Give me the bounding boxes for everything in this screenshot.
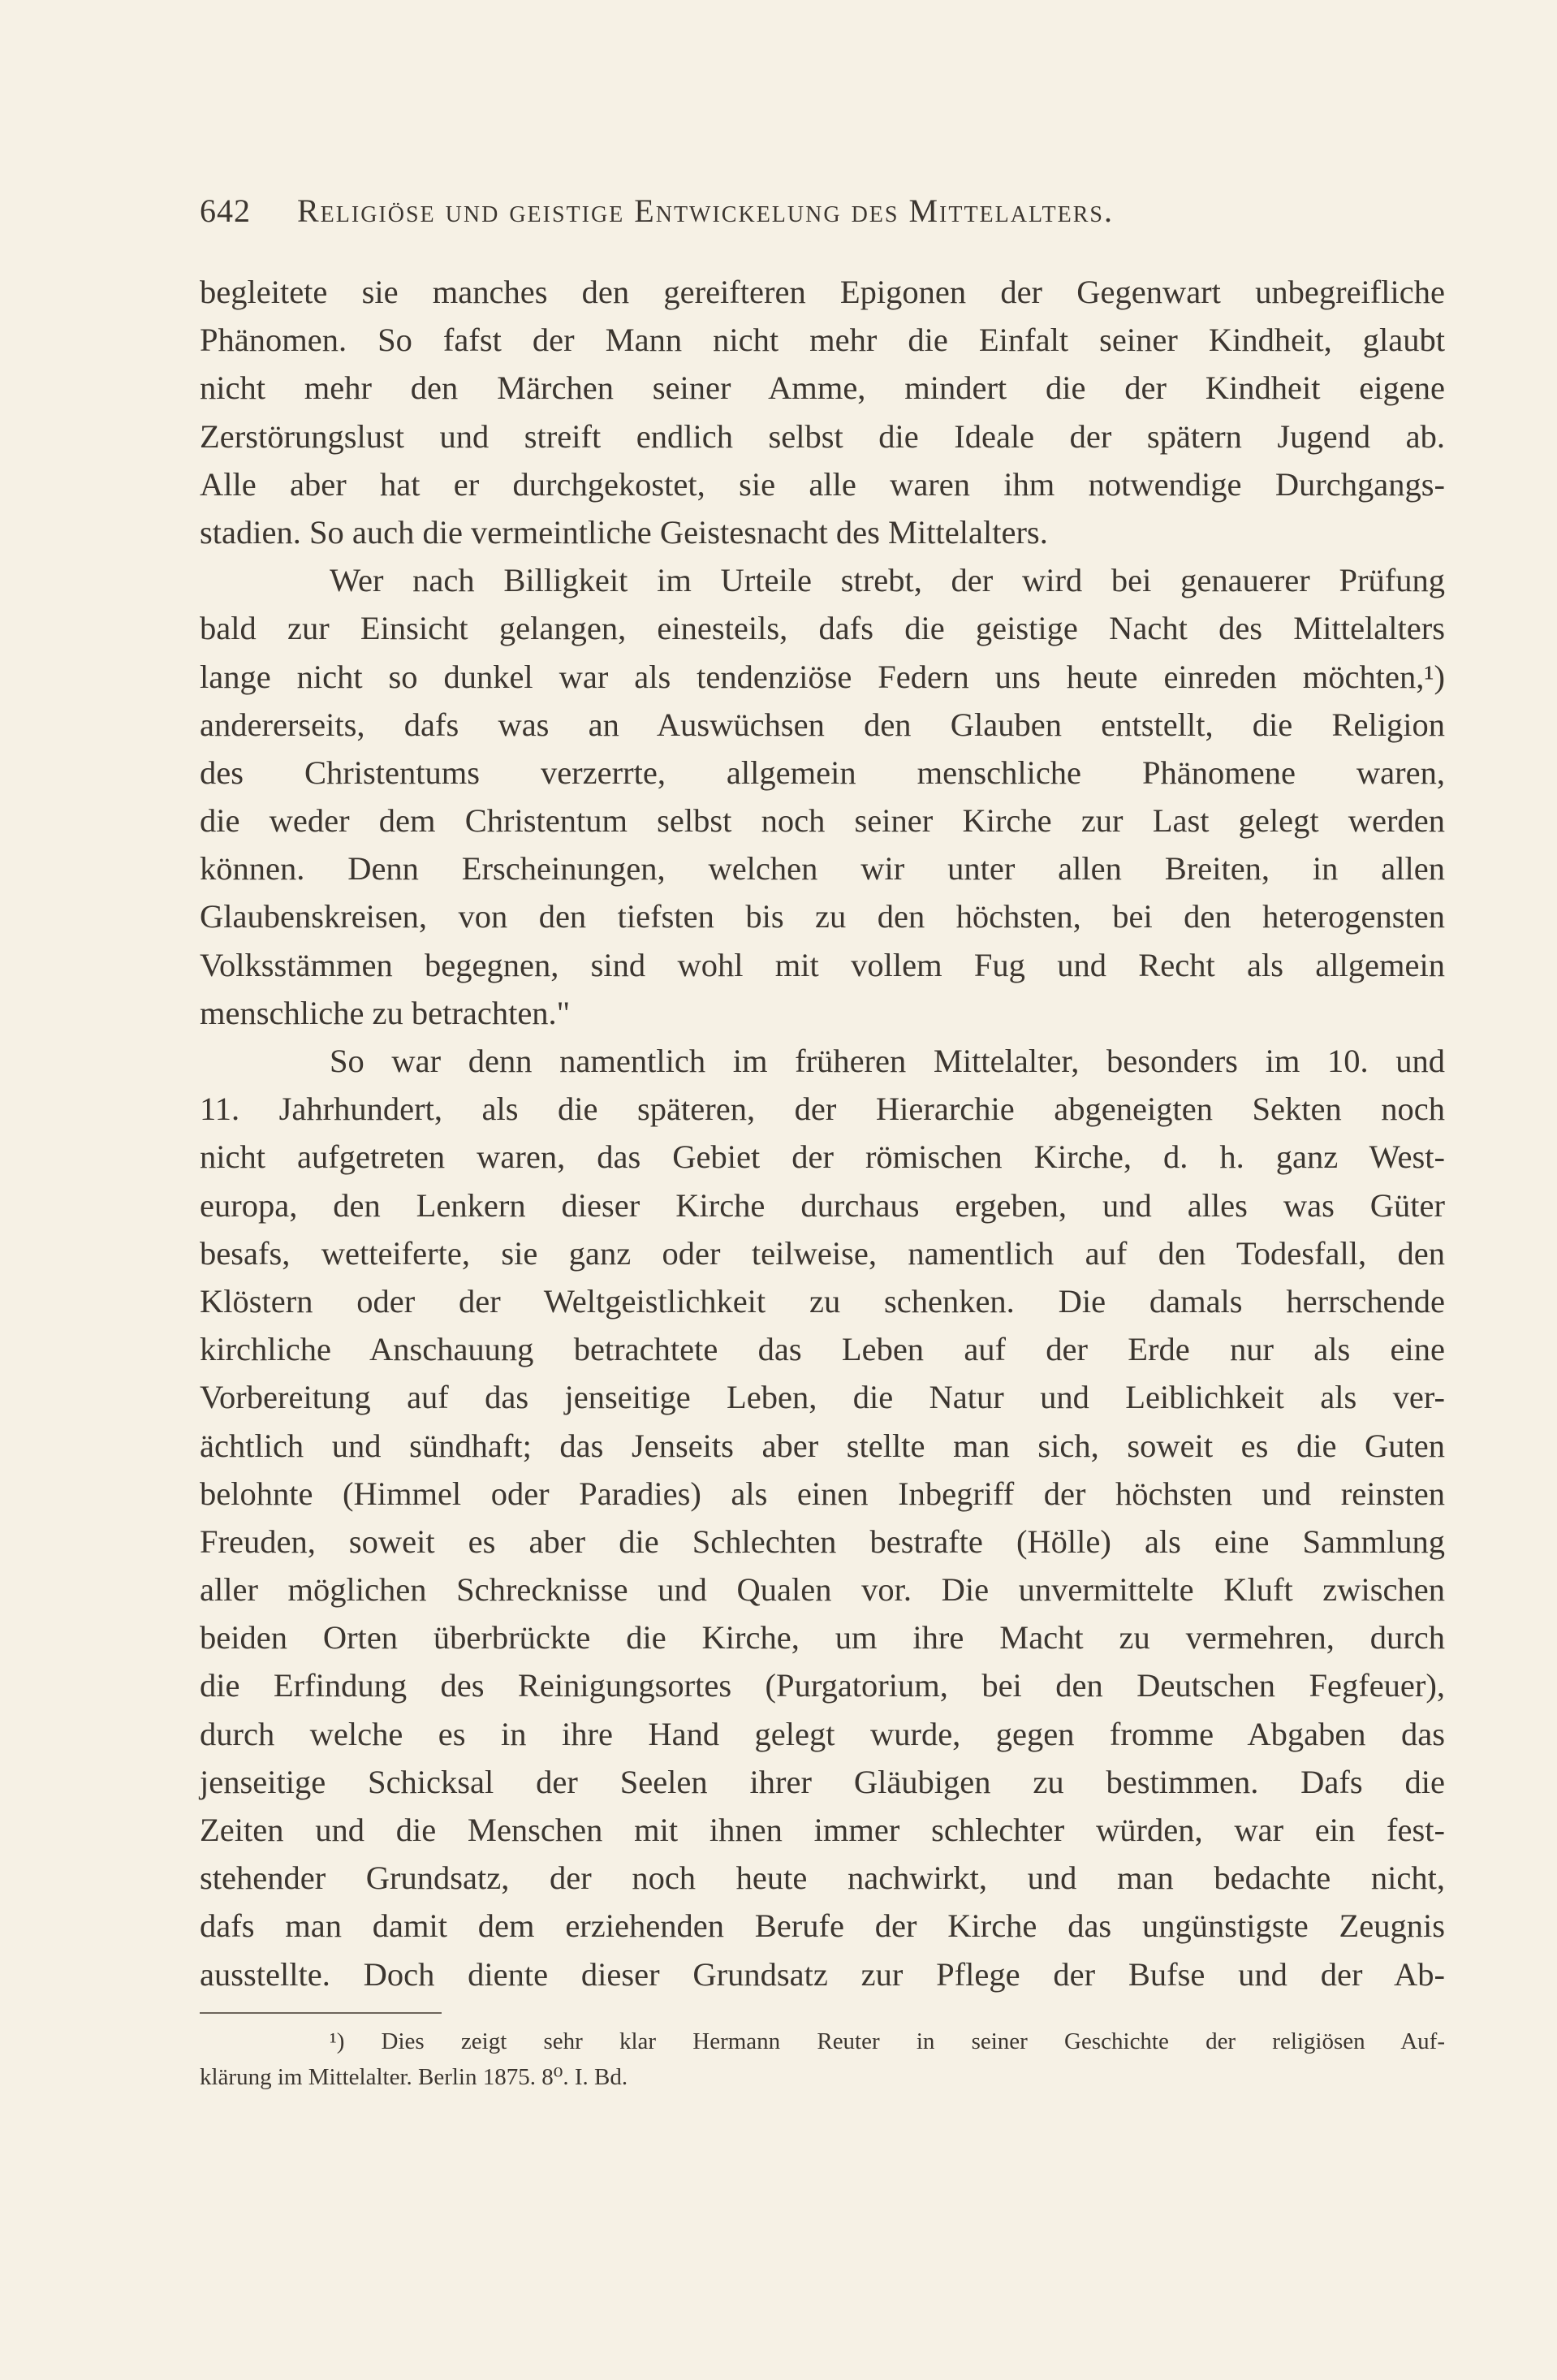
text-line: aller möglichen Schrecknisse und Qualen vor. Die unvermittelte Kluft zwischen [200, 1571, 1445, 1609]
text-line: begleitete sie manches den gereifteren Epigonen der Gegenwart unbegreifliche [200, 274, 1445, 310]
text-line: kirchliche Anschauung betrachtete das Leben auf der Erde nur als eine [200, 1331, 1445, 1368]
text-line: durch welche es in ihre Hand gelegt wurde, gegen fromme Abgaben das [200, 1715, 1445, 1752]
text-line: Volksstämmen begegnen, sind wohl mit vollem Fug und Recht als allgemein [200, 946, 1445, 983]
text-line: beiden Orten überbrückte die Kirche, um ihre Macht zu vermehren, durch [200, 1619, 1445, 1656]
text-line: die Erfindung des Reinigungsortes (Purgatorium, bei den Deutschen Fegfeuer), [200, 1667, 1445, 1704]
text-line: europa, den Lenkern dieser Kirche durchaus ergeben, und alles was Güter [200, 1186, 1445, 1224]
text-line: Alle aber hat er durchgekostet, sie alle waren ihm notwendige Durchgangs- [200, 465, 1445, 503]
text-line: Zerstörungslust und streift endlich selbst die Ideale der spätern Jugend ab. [200, 417, 1445, 455]
text-line: nicht mehr den Märchen seiner Amme, mindert die der Kindheit eigene [200, 369, 1445, 407]
text-line: können. Denn Erscheinungen, welchen wir unter allen Breiten, in allen [200, 850, 1445, 888]
text-line: stadien. So auch die vermeintliche Geistesnacht des Mittelalters. [200, 513, 1048, 551]
text-line: des Christentums verzerrte, allgemein menschliche Phänomene waren, [200, 754, 1445, 791]
running-title: Religiöse und geistige Entwickelung des Mittelalters. [297, 192, 1114, 229]
text-line: stehender Grundsatz, der noch heute nachwirkt, und man bedachte nicht, [200, 1860, 1445, 1897]
text-line: jenseitige Schicksal der Seelen ihrer Gläubigen zu bestimmen. Dafs die [200, 1763, 1445, 1800]
text-line: Klöstern oder der Weltgeistlichkeit zu schenken. Die damals herrschende [200, 1282, 1445, 1320]
text-line: bald zur Einsicht gelangen, einesteils, dafs die geistige Nacht des Mittelalters [200, 610, 1445, 647]
text-line: belohnte (Himmel oder Paradies) als einen Inbegriff der höchsten und reinsten [200, 1475, 1445, 1512]
text-line: Wer nach Billigkeit im Urteile strebt, der wird bei genauerer Prüfung [330, 562, 1445, 599]
text-line: ächtlich und sündhaft; das Jenseits aber stellte man sich, soweit es die Guten [200, 1427, 1445, 1464]
text-line: besafs, wetteiferte, sie ganz oder teilweise, namentlich auf den Todesfall, den [200, 1234, 1445, 1272]
text-line: andererseits, dafs was an Auswüchsen den Glauben entstellt, die Religion [200, 706, 1445, 743]
footnote-line: klärung im Mittelalter. Berlin 1875. 8⁰. I. Bd. [200, 2064, 628, 2090]
text-line: dafs man damit dem erziehenden Berufe der Kirche das ungünstigste Zeugnis [200, 1907, 1445, 1945]
text-line: ausstellte. Doch diente dieser Grundsatz zur Pflege der Bufse und der Ab- [200, 1955, 1445, 1993]
text-line: So war denn namentlich im früheren Mittelalter, besonders im 10. und [330, 1043, 1445, 1079]
footnote-divider [200, 2012, 442, 2014]
text-line: 11. Jahrhundert, als die späteren, der Hierarchie abgeneigten Sekten noch [200, 1091, 1445, 1128]
body-text [200, 268, 1445, 1998]
text-line: die weder dem Christentum selbst noch seiner Kirche zur Last gelegt werden [200, 802, 1445, 840]
text-line: Freuden, soweit es aber die Schlechten bestrafte (Hölle) als eine Sammlung [200, 1523, 1445, 1560]
text-line: Glaubenskreisen, von den tiefsten bis zu den höchsten, bei den heterogensten [200, 898, 1445, 935]
footnotes [200, 2024, 1445, 2095]
text-line: nicht aufgetreten waren, das Gebiet der römischen Kirche, d. h. ganz West- [200, 1138, 1445, 1176]
page-number: 642 [200, 192, 251, 229]
running-head [200, 188, 1361, 234]
text-line: Phänomen. So fafst der Mann nicht mehr die Einfalt seiner Kindheit, glaubt [200, 322, 1445, 359]
text-line: Vorbereitung auf das jenseitige Leben, die Natur und Leiblichkeit als ver- [200, 1379, 1445, 1416]
text-line: lange nicht so dunkel war als tendenziöse Federn uns heute einreden möchten,¹) [200, 658, 1445, 695]
text-line: Zeiten und die Menschen mit ihnen immer schlechter würden, war ein fest- [200, 1812, 1445, 1848]
footnote-line: ¹) Dies zeigt sehr klar Hermann Reuter in seiner Geschichte der religiösen Auf- [330, 2028, 1445, 2054]
text-line: menschliche zu betrachten." [200, 994, 571, 1031]
